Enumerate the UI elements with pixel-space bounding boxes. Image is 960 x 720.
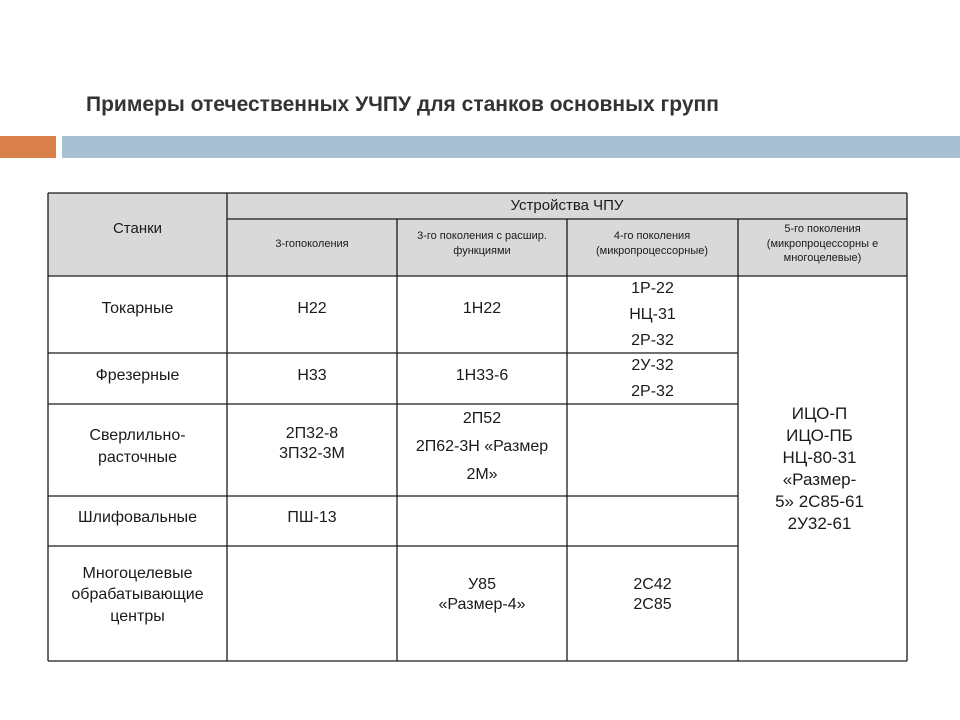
header-gen4: 4-го поколения (микропроцессорные)	[595, 230, 709, 257]
gen4-turning-line: 2Р-32	[631, 331, 674, 349]
machine-turning: Токарные	[101, 300, 174, 318]
gen3-ext-turning: 1Н22	[462, 300, 502, 318]
gen3-ext-machining-centers	[397, 546, 567, 644]
gen3-ext-drilling-line: 2П52	[462, 410, 502, 427]
gen3-ext-centers-line: «Размер-4»	[438, 596, 526, 613]
gen4-milling	[567, 353, 738, 404]
gen5-line: ИЦО-ПБ	[786, 425, 853, 445]
gen5-line: «Размер-	[782, 469, 857, 489]
gen4-centers-line: 2С42	[633, 576, 672, 593]
header-gen3: 3-гопоколения	[275, 237, 349, 250]
machine-milling: Фрезерные	[95, 366, 180, 384]
header-machines: Станки	[112, 220, 163, 238]
gen3-ext-drilling-line: 2П62-3Н «Размер	[415, 438, 549, 455]
gen4-milling-line: 2Р-32	[631, 382, 674, 400]
gen4-turning	[567, 276, 738, 353]
header-cnc-devices: Устройства ЧПУ	[510, 196, 624, 214]
gen4-milling-line: 2У-32	[631, 356, 674, 374]
slide-title: Примеры отечественных УЧПУ для станков основных групп	[86, 93, 719, 116]
gen3-ext-milling: 1Н33-6	[455, 366, 509, 384]
gen3-turning: Н22	[297, 300, 327, 318]
gen5-line: ИЦО-П	[791, 403, 848, 423]
gen3-grinding: ПШ-13	[287, 509, 337, 527]
gen4-turning-line: НЦ-31	[629, 305, 676, 323]
gen3-milling: Н33	[297, 366, 327, 384]
machine-grinding: Шлифовальные	[77, 509, 198, 527]
gen3-drilling-line: 2П32-8	[285, 425, 339, 442]
gen4-machining-centers	[567, 546, 738, 644]
gen4-turning-line: 1Р-22	[631, 279, 674, 297]
gen5-devices	[752, 276, 887, 661]
gen5-line: НЦ-80-31	[782, 447, 857, 467]
gen3-ext-centers-line: У85	[468, 576, 496, 593]
gen3-ext-drilling-boring	[397, 404, 567, 490]
gen5-line: 2У32-61	[787, 513, 852, 533]
gen4-centers-line: 2С85	[633, 596, 672, 613]
header-gen3-ext: 3-го поколения с расшир. функциями	[417, 230, 547, 257]
gen3-ext-drilling-line: 2М»	[466, 466, 498, 483]
machine-machining-centers: Многоцелевые обрабатывающие центры	[71, 564, 204, 625]
gen3-drilling-line: 3П32-3М	[279, 445, 345, 462]
header-gen5: 5-го поколения (микропроцессорны е многоцелевые)	[766, 222, 879, 265]
gen5-line: 5» 2С85-61	[775, 491, 864, 511]
machine-drilling-boring: Сверлильно- расточные	[89, 427, 186, 466]
gen3-drilling-boring	[227, 404, 397, 484]
